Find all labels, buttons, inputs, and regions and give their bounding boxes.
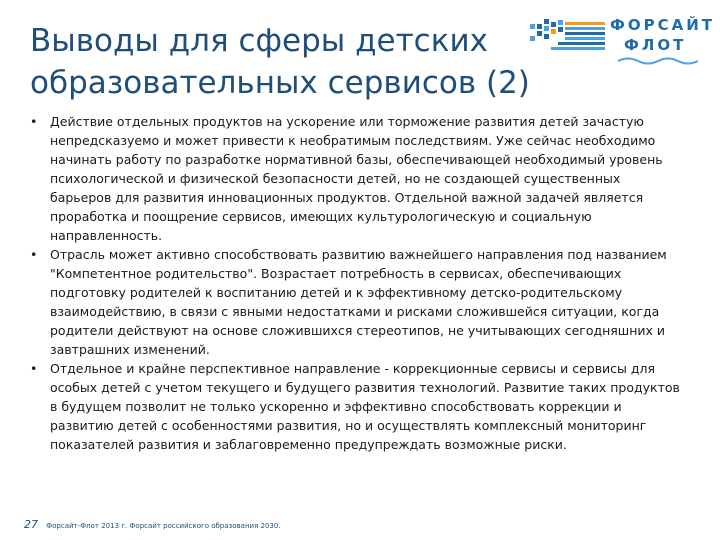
page-number: 27 bbox=[24, 518, 38, 531]
logo-text-line1: ФОРСАЙТ bbox=[610, 16, 716, 34]
footer-source-note: Форсайт-Флот 2013 г. Форсайт российского образования 2030. bbox=[46, 522, 281, 530]
bullet-list bbox=[30, 112, 680, 454]
bullet-marker: • bbox=[30, 361, 38, 376]
bullet-item bbox=[30, 112, 680, 245]
slide-title: Выводы для сферы детских образовательных сервисов (2) bbox=[30, 23, 530, 101]
wave-pixel-logo-icon bbox=[528, 12, 608, 68]
bullet-text: Отдельное и крайне перспективное направление - коррекционные сервисы и сервисы для особых детей с учетом текущего и будущего развития технологий. Развитие таких продуктов в будущем позволит не только ускоренно и эффективно способствовать коррекции и развитию детей с особенностями развития, но и осуществлять комплексный мониторинг показателей развития и заблаговременно предупреждать возможные риски. bbox=[50, 361, 680, 452]
bullet-marker: • bbox=[30, 114, 38, 129]
logo-text-line2: ФЛОТ bbox=[624, 36, 687, 54]
bullet-marker: • bbox=[30, 247, 38, 262]
bullet-text: Отрасль может активно способствовать развитию важнейшего направления под названием "Компетентное родительство". Возрастает потребность в сервисах, обеспечивающих подготовку родителей к воспитанию детей и к эффективному детско-родительскому взаимодействию, в связи с явными недостатками и рисками сложившейся ситуации, когда родители действуют на основе сложившихся стереотипов, не учитывающих сегодняшних и завтрашних изменений. bbox=[50, 247, 667, 357]
bullet-item bbox=[30, 359, 680, 454]
bullet-text: Действие отдельных продуктов на ускорение или торможение развития детей зачастую непредсказуемо и может привести к необратимым последствиям. Уже сейчас необходимо начинать работу по разработке нормативной базы, обеспечивающей необходимый уровень психологической и физической безопасности детей, но не создающей существенных барьеров для развития инновационных продуктов. Отдельной важной задачей является проработка и поощрение сервисов, имеющих культурологическую и социальную направленность. bbox=[50, 114, 663, 243]
bullet-item bbox=[30, 245, 680, 359]
forsait-flot-logo bbox=[528, 12, 718, 68]
wave-underline-icon bbox=[618, 56, 698, 66]
slide-footer bbox=[24, 513, 281, 532]
